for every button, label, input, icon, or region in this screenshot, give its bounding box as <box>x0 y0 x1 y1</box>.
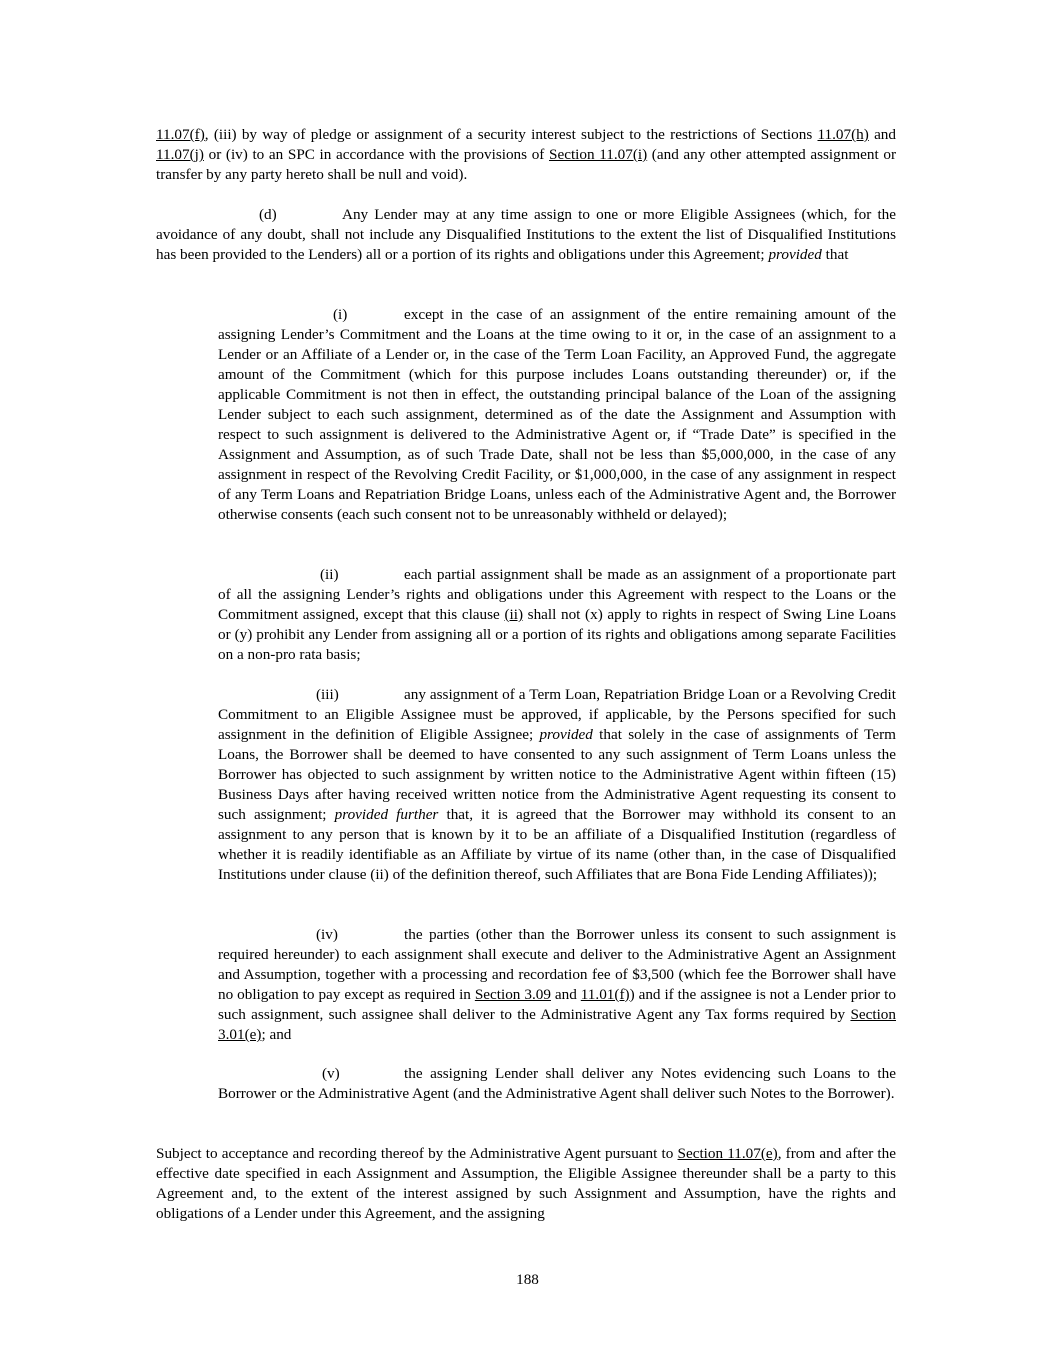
text: the parties (other than the Borrower unless its consent to such assignment is required hereunder) to each assignment shall execute and deliver to the Administrative Agent an Assignment and Assumption, together with a processing and recordation fee of $3,500 (which fee the Borrower shall have no obligation to pay except as required in <box>218 926 896 1003</box>
text: except in the case of an assignment of the entire remaining amount of the assigning Lender’s Commitment and the Loans at the time owing to it or, in the case of an assignment to a Lender or an Affiliate of a Lender or, in the case of the Term Loan Facility, an Approved Fund, the aggregate amount of the Commitment (which for this purpose includes Loans outstanding thereunder) or, if the applicable Commitment is not then in effect, the outstanding principal balance of the Loan of the assigning Lender subject to each such assignment, determined as of the date the Assignment and Assumption with respect to such assignment is delivered to the Administrative Agent or, if “Trade Date” is specified in the Assignment and Assumption, as of such Trade Date, shall not be less than $5,000,000, in the case of any assignment in respect of the Revolving Credit Facility, or $1,000,000, in the case of any assignment in respect of any Term Loans and Repatriation Bridge Loans, unless each of the Administrative Agent and, the Borrower otherwise consents (each such consent not to be unreasonably withheld or delayed); <box>218 306 896 523</box>
section-ref: Section 3.01(e) <box>218 1006 896 1043</box>
clause-label: (ii) <box>320 566 339 583</box>
italic-term: provided <box>539 726 593 743</box>
text: shall not (x) apply to rights in respect of Swing Line Loans or (y) prohibit any Lender from assigning all or a portion of its rights and obligations among separate Facilities on a non-pro rata basis; <box>218 606 896 663</box>
paragraph-intro <box>156 125 896 185</box>
text: ; and <box>261 1026 292 1043</box>
page-number: 188 <box>516 1271 539 1288</box>
text: , from and after the effective date specified in each Assignment and Assumption, the Eligible Assignee thereunder shall be a party to this Agreement and, to the extent of the interest assigned by such Assignment and Assumption, have the rights and obligations of a Lender under this Agreement, and the assigning <box>156 1145 896 1222</box>
text: any assignment of a Term Loan, Repatriation Bridge Loan or a Revolving Credit Commitment to an Eligible Assignee must be approved, if applicable, by the Persons specified for such assignment in the definition of Eligible Assignee; <box>218 686 896 743</box>
text: (and any other attempted assignment or transfer by any party hereto shall be null and void). <box>156 146 897 183</box>
section-ref: 11.07(j) <box>156 146 204 163</box>
text: ) and if the assignee is not a Lender prior to such assignment, such assignee shall deliver to the Administrative Agent any Tax forms required by <box>218 986 896 1023</box>
text: that solely in the case of assignments of Term Loans, the Borrower shall be deemed to have consented to any such assignment of Term Loans unless the Borrower has objected to such assignment by written notice to the Administrative Agent within fifteen (15) Business Days after having received written notice from the Administrative Agent requesting its consent to such assignment; <box>218 726 896 823</box>
section-ref: Section 11.07(i) <box>549 146 648 163</box>
text: or (iv) to an SPC in accordance with the provisions of <box>203 146 550 163</box>
clause-iii <box>218 685 896 885</box>
italic-term: provided further <box>334 806 439 823</box>
clause-iv <box>218 925 896 1045</box>
paragraph-d <box>156 205 896 265</box>
clause-label: (iv) <box>316 926 338 943</box>
text: Any Lender may at any time assign to one or more Eligible Assignees (which, for the avoidance of any doubt, shall not include any Disqualified Institutions to the extent the list of Disqualified Institutions has been provided to the Lenders) all or a portion of its rights and obligations under this Agreement; <box>156 206 896 263</box>
clause-ref: (ii) <box>504 606 524 623</box>
clause-v <box>218 1064 896 1104</box>
text: each partial assignment shall be made as an assignment of a proportionate part of all the assigning Lender’s rights and obligations under this Agreement with respect to the Loans or the Commitment assigned, except that this clause <box>218 566 896 623</box>
text: the assigning Lender shall deliver any Notes evidencing such Loans to the Borrower or the Administrative Agent (and the Administrative Agent shall deliver such Notes to the Borrower). <box>218 1065 896 1102</box>
clause-label: (iii) <box>316 686 339 703</box>
text: that <box>821 246 849 263</box>
text: and <box>868 126 896 143</box>
text: , (iii) by way of pledge or assignment of a security interest subject to the restrictions of Sections <box>204 126 818 143</box>
section-ref: 11.01(f) <box>580 986 630 1003</box>
paragraph-final <box>156 1144 896 1224</box>
clause-ii <box>218 565 896 665</box>
section-ref: Section 11.07(e) <box>677 1145 778 1162</box>
clause-label: (i) <box>333 306 348 323</box>
clause-label: (v) <box>322 1065 340 1082</box>
text: and <box>550 986 581 1003</box>
section-ref: Section 3.09 <box>474 986 551 1003</box>
text: that, it is agreed that the Borrower may withhold its consent to an assignment to any person that is known by it to be an affiliate of a Disqualified Institution (regardless of whether it is readily identifiable as an Affiliate by virtue of its name (other than, in the case of Disqualified Institutions under clause (ii) of the definition thereof, such Affiliates that are Bona Fide Lending Affiliates)); <box>218 806 896 883</box>
text: Subject to acceptance and recording thereof by the Administrative Agent pursuant to <box>156 1145 678 1162</box>
clause-label: (d) <box>259 206 277 223</box>
section-ref: 11.07(h) <box>817 126 869 143</box>
clause-i <box>218 305 896 525</box>
section-ref: 11.07(f) <box>156 126 205 143</box>
italic-term: provided <box>768 246 822 263</box>
